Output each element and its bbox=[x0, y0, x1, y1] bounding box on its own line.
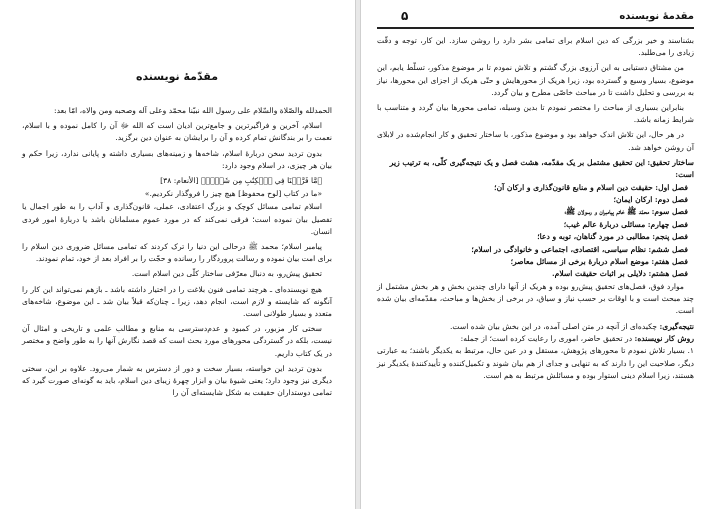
chapter-label: فصل ششم: bbox=[648, 244, 688, 254]
chapter-item bbox=[377, 194, 694, 206]
conclusion-text: چکیده‌ای از آنچه در متن اصلی آمده، در این بخش بیان شده است. bbox=[450, 321, 658, 331]
paragraph: بدون تردید این خواسته، بسیار سخت و دور از دسترس به شمار می‌رود. علاوه بر این، سختی دیگری نیز وجود دارد؛ یعنی شیوهٔ بیان و ابزار چهرهٔ زیبای دین اسلام، باید به گونه‌ای صورت گیرد که تمامی دوستداران حقیقت به شکل شایسته‌ای آن را bbox=[22, 363, 332, 398]
chapter-text: ارکان ایمان؛ bbox=[613, 195, 653, 205]
structure-label: ساختار تحقیق: bbox=[647, 157, 694, 167]
chapter-list bbox=[377, 182, 694, 281]
opening-line: الحمدلله والصّلاة والسّلام علی رسول الله نبیّنا محمّد وعلی آله وصحبه ومن والاه، امّا بعد: bbox=[54, 106, 332, 115]
right-page bbox=[361, 0, 712, 509]
paragraph: موارد فوق، فصل‌های تحقیق پیش‌رو بوده و هریک از آنها دارای چندین بخش و هر بخش مشتمل از چند مبحث است و با اوقات بر حسب نیاز و سیاق، در برخی از بخش‌ها و مباحث، مقدّمه‌ای بیان شده است. bbox=[377, 281, 694, 316]
chapter-text: دلایلی بر اثبات حقیقت اسلام. bbox=[552, 269, 647, 279]
chapter-item bbox=[377, 268, 694, 280]
chapter-text: مطالبی در مورد گناهان، توبه و دعا؛ bbox=[537, 232, 650, 242]
paragraph: پیامبر اسلام؛ محمد ﷺ درحالی این دنیا را ترک کردند که تمامی مسائل ضروری دین اسلام را برای امت بیان نموده و رسالت پروردگار را رسانده و حجّت را بر افراد بعد از خود، تمام نمودند. bbox=[22, 242, 332, 264]
chapter-text: موضع اسلام دربارهٔ برخی از مسائل معاصر؛ bbox=[510, 257, 649, 267]
page-heading: مقدّمهٔ نویسنده bbox=[135, 70, 219, 83]
chapter-item bbox=[377, 182, 694, 194]
chapter-label: فصل هشتم: bbox=[648, 269, 688, 279]
paragraph: من مشتاق دستیابی به این آرزوی بزرگ گشتم و تلاش نمودم تا بر موضوع مذکور، تسلّط یابم، این موضوع، بسیار وسیع و گسترده بود، زیرا هریک از محورهایش و حتّی هریک از اجزای این محورها، نیاز به بررسی و تحلیل داشت تا در مباحث خاصّی مطرح و بیان گردد. bbox=[377, 63, 694, 97]
paragraph: بشناسند و خیر بزرگی که دین اسلام برای تمامی بشر دارد را روشن سازد. این کار، توجه و دقّت زیادی را می‌طلبد. bbox=[377, 36, 694, 58]
running-header bbox=[377, 8, 694, 29]
left-page bbox=[0, 0, 354, 509]
chapter-label: فصل پنجم: bbox=[652, 232, 688, 242]
paragraph: اسلام، آخرین و فراگیرترین و جامع‌ترین ادیان است که الله ﷻ آن را کامل نموده و با اسلام، نعمت را بر بندگانش تمام کرده و آن را برایشان به عنوان دین برگزید. bbox=[22, 121, 332, 143]
chapter-item bbox=[377, 231, 694, 243]
chapter-text: مسائلی دربارهٔ عالم غیب؛ bbox=[563, 219, 646, 229]
paragraph: بنابراین بسیاری از مباحث را مختصر نمودم تا بدین وسیله، تمامی محورها بیان گردد و متناسب با شرایط زمانه باشد. bbox=[377, 103, 694, 125]
paragraph: اسلام تمامی مسائل کوچک و بزرگ اعتقادی، عملی، قانون‌گذاری و آداب را به طور اجمال یا تفصیل بیان نموده است؛ فرقی نمی‌کند که در مورد عموم مسلمانان باشد یا دربارهٔ امور فردی انسان. bbox=[22, 202, 332, 236]
chapter-text: حقیقت دین اسلام و منابع قانون‌گذاری و ارکان آن؛ bbox=[494, 182, 653, 192]
paragraph: هیچ نویسنده‌ای ـ هرچند تمامی فنون بلاغت را در اختیار داشته باشد ـ بازهم نمی‌تواند این کار را آنگونه که شایسته و لازم است، انجام دهد، زیرا ـ چنان‌که قبلاً بیان شد ـ این موضوع، شاخه‌های متعدد و بسیار طولانی است. bbox=[22, 284, 332, 319]
conclusion-label: نتیجه‌گیری: bbox=[659, 321, 694, 331]
page-number: ۵ bbox=[401, 9, 409, 23]
chapter-label: فصل سوم: bbox=[651, 207, 688, 217]
quran-verse: ﴿مَّا فَرَّطۡنَا فِي ٱلۡكِتَٰبِ مِن شَيۡءٖ﴾ [الأنعام: ٣٨] bbox=[160, 176, 322, 186]
chapter-item bbox=[377, 206, 694, 218]
method-label: روش کار نویسنده: bbox=[634, 333, 694, 343]
paragraph: در هر حال، این تلاش اندک خواهد بود و موضوع مذکور، با ساختار تحقیق و کار انجام‌شده در لابلای آن روشن خواهد شد. bbox=[377, 130, 694, 152]
paragraph: بدون تردید سخن دربارهٔ اسلام، شاخه‌ها و زمینه‌های بسیاری داشته و پایانی ندارد، زیرا حکم و بیان هر چیزی، در اسلام وجود دارد: bbox=[22, 148, 332, 170]
running-title: مقدمهٔ نویسنده bbox=[619, 10, 694, 22]
method-line bbox=[377, 333, 694, 345]
chapter-label: فصل دوم: bbox=[654, 195, 688, 205]
chapter-text: محمّد ﷺ خاتم پیامبران و رسولان ﷺ؛ bbox=[564, 207, 650, 217]
chapter-text: نظام سیاسی، اقتصادی، اجتماعی و خانوادگی در اسلام؛ bbox=[471, 244, 646, 254]
method-text: در تحقیق حاضر، اموری را رعایت کرده است؛ از جمله: bbox=[460, 333, 633, 343]
paragraph: تحقیق پیش‌رو، به دنبال معرّفی ساختار کلّی دین اسلام است. bbox=[131, 269, 322, 279]
method-item: ۱. بسیار تلاش نمودم تا محورهای پژوهش، مستقل و در عین حال، مرتبط به یکدیگر باشند؛ به عبارتی دیگر، صلاحیت این را دارند که به تنهایی و جدای از هم بیان شوند و تکمیل‌کننده و تأییدکنندهٔ یکدیگر نیز هستند، زیرا اسلام دینی استوار بوده و مسائلش مرتبط به هم است. bbox=[377, 346, 694, 380]
chapter-item bbox=[377, 256, 694, 268]
chapter-label: فصل اول: bbox=[655, 182, 688, 192]
structure-text: این تحقیق مشتمل بر یک مقدّمه، هشت فصل و یک نتیجه‌گیری کلّی، به ترتیب زیر است: bbox=[389, 157, 694, 180]
paragraph: سختی کار مزبور، در کمبود و عدم‌دسترسی به منابع و مطالب علمی و تاریخی و امثال آن نیست، بلکه در گستردگی محورهای مورد بحث است که قصد نگارش آنها را به طور واضح و مختصر در یک کتاب داریم. bbox=[22, 324, 332, 358]
structure-intro bbox=[377, 157, 694, 182]
chapter-item bbox=[377, 244, 694, 256]
chapter-item bbox=[377, 219, 694, 231]
verse-translation: «ما در کتاب [لوح محفوظ] هیچ چیز را فروگذار نکردیم.» bbox=[144, 189, 322, 199]
conclusion-line bbox=[377, 321, 694, 333]
chapter-label: فصل هفتم: bbox=[651, 257, 688, 267]
chapter-label: فصل چهارم: bbox=[647, 219, 688, 229]
